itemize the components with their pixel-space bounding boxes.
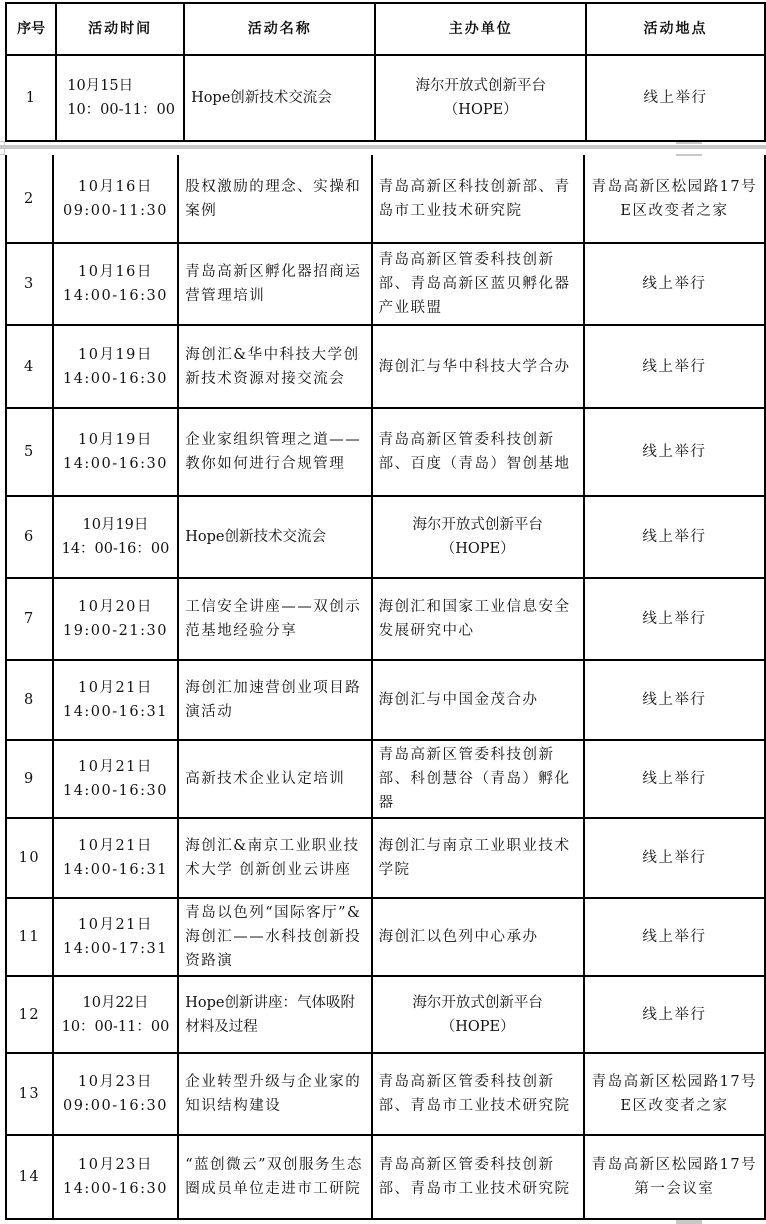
cell-location: 青岛高新区松园路17号E区改变者之家	[584, 155, 765, 243]
cell-no: 9	[6, 740, 53, 818]
cell-date: 10月21日	[78, 680, 153, 696]
cell-time	[53, 243, 179, 325]
cell-time	[53, 660, 179, 740]
events-table-page-2	[5, 155, 766, 1220]
cell-hours: 10：00-11：00	[67, 102, 175, 118]
cell-time	[53, 818, 179, 898]
table-row	[6, 1135, 765, 1219]
cell-name: 海创汇&南京工业职业技术大学 创新创业云讲座	[178, 818, 371, 898]
cell-name: Hope创新讲座：气体吸附材料及过程	[178, 976, 371, 1053]
cell-name: “蓝创微云”双创服务生态圈成员单位走进市工研院	[178, 1135, 371, 1219]
cell-date: 10月23日	[78, 1157, 153, 1173]
cell-time	[53, 408, 179, 496]
cell-organizer: 青岛高新区管委科技创新部、青岛市工业技术研究院	[372, 1053, 584, 1135]
events-table-page-1	[5, 2, 766, 142]
page-break-marker-right	[676, 142, 702, 156]
table-row	[6, 1053, 765, 1135]
cell-no: 4	[6, 325, 53, 408]
table-row	[6, 325, 765, 408]
table-header-row	[6, 3, 765, 55]
cell-date: 10月16日	[78, 264, 153, 280]
cell-organizer: 海创汇与华中科技大学合办	[372, 325, 584, 408]
cell-location: 青岛高新区松园路17号第一会议室	[584, 1135, 765, 1219]
cell-no: 3	[6, 243, 53, 325]
cell-time	[53, 155, 179, 243]
cell-time	[53, 496, 179, 578]
cell-hours: 14：00-16：00	[61, 541, 170, 557]
cell-time	[53, 325, 179, 408]
header-location: 活动地点	[586, 3, 765, 55]
table-row	[6, 818, 765, 898]
cell-hours: 14:00-16:30	[62, 1181, 168, 1197]
cell-no: 10	[6, 818, 53, 898]
cell-name: 青岛以色列“国际客厅”& 海创汇——水科技创新投资路演	[178, 898, 371, 976]
cell-hours: 14:00-17:31	[62, 941, 168, 957]
table-row	[6, 55, 765, 141]
cell-hours: 09:00-11:30	[62, 202, 168, 219]
cell-organizer: 海尔开放式创新平台（HOPE）	[375, 55, 586, 141]
cell-organizer: 海尔开放式创新平台（HOPE）	[372, 496, 584, 578]
cell-location: 线上举行	[584, 496, 765, 578]
cell-hours: 10：00-11：00	[61, 1018, 170, 1035]
table-row	[6, 496, 765, 578]
cell-name: 海创汇加速营创业项目路演活动	[178, 660, 371, 740]
cell-date: 10月19日	[78, 346, 153, 363]
cell-hours: 14:00-16:31	[62, 704, 168, 720]
cell-location: 线上举行	[584, 818, 765, 898]
cell-location: 线上举行	[584, 740, 765, 818]
cell-organizer: 海创汇与中国金茂合办	[372, 660, 584, 740]
table-row	[6, 155, 765, 243]
cell-no: 11	[6, 898, 53, 976]
cell-organizer: 海尔开放式创新平台（HOPE）	[372, 976, 584, 1053]
cell-no: 1	[6, 55, 56, 141]
cell-time	[56, 55, 184, 141]
header-no: 序号	[6, 3, 56, 55]
cell-name: 海创汇&华中科技大学创新技术资源对接交流会	[178, 325, 371, 408]
cell-name: 高新技术企业认定培训	[178, 740, 371, 818]
cell-name: Hope创新技术交流会	[178, 496, 371, 578]
cell-date: 10月23日	[78, 1074, 153, 1090]
cell-organizer: 青岛高新区管委科技创新部、科创慧谷（青岛）孵化器	[372, 740, 584, 818]
cell-name: 企业转型升级与企业家的知识结构建设	[178, 1053, 371, 1135]
cell-hours: 14:00-16:31	[62, 862, 168, 878]
cell-no: 14	[6, 1135, 53, 1219]
cell-date: 10月22日	[82, 994, 149, 1011]
cell-hours: 14:00-16:30	[62, 456, 168, 472]
cell-time	[53, 976, 179, 1053]
cell-organizer: 海创汇与南京工业职业技术学院	[372, 818, 584, 898]
cell-date: 10月19日	[78, 432, 153, 448]
cell-organizer: 海创汇和国家工业信息安全发展研究中心	[372, 578, 584, 660]
page-break-bar	[0, 145, 766, 149]
cell-time	[53, 1053, 179, 1135]
table-row	[6, 898, 765, 976]
cell-no: 6	[6, 496, 53, 578]
cell-date: 10月16日	[78, 178, 153, 195]
cell-organizer: 青岛高新区管委科技创新部、青岛高新区蓝贝孵化器产业联盟	[372, 243, 584, 325]
cell-date: 10月20日	[78, 599, 153, 615]
cell-hours: 14:00-16:30	[62, 288, 168, 304]
cell-hours: 14:00-16:30	[62, 370, 168, 387]
cell-no: 12	[6, 976, 53, 1053]
table-row	[6, 976, 765, 1053]
cell-organizer: 青岛高新区管委科技创新部、青岛市工业技术研究院	[372, 1135, 584, 1219]
cell-time	[53, 740, 179, 818]
cell-location: 线上举行	[586, 55, 765, 141]
cell-hours: 14:00-16:30	[62, 783, 168, 799]
cell-no: 8	[6, 660, 53, 740]
table-row	[6, 408, 765, 496]
cell-location: 线上举行	[584, 325, 765, 408]
cell-no: 13	[6, 1053, 53, 1135]
cell-no: 2	[6, 155, 53, 243]
cell-date: 10月21日	[78, 838, 153, 854]
cell-no: 5	[6, 408, 53, 496]
table-row	[6, 578, 765, 660]
cell-date: 10月21日	[78, 759, 153, 775]
cell-name: Hope创新技术交流会	[184, 55, 375, 141]
header-name: 活动名称	[184, 3, 375, 55]
cell-location: 青岛高新区松园路17号E区改变者之家	[584, 1053, 765, 1135]
cell-date: 10月21日	[78, 917, 153, 933]
cell-name: 工信安全讲座——双创示范基地经验分享	[178, 578, 371, 660]
cell-time	[53, 578, 179, 660]
page-break-marker-bottom	[676, 1220, 702, 1224]
table-row	[6, 740, 765, 818]
cell-time	[53, 1135, 179, 1219]
cell-location: 线上举行	[584, 408, 765, 496]
cell-time	[53, 898, 179, 976]
header-organizer: 主办单位	[375, 3, 586, 55]
cell-organizer: 海创汇以色列中心承办	[372, 898, 584, 976]
table-row	[6, 660, 765, 740]
cell-location: 线上举行	[584, 976, 765, 1053]
cell-location: 线上举行	[584, 660, 765, 740]
cell-name: 企业家组织管理之道——教你如何进行合规管理	[178, 408, 371, 496]
cell-location: 线上举行	[584, 578, 765, 660]
table-row	[6, 243, 765, 325]
cell-organizer: 青岛高新区科技创新部、青岛市工业技术研究院	[372, 155, 584, 243]
cell-location: 线上举行	[584, 898, 765, 976]
header-time: 活动时间	[56, 3, 184, 55]
cell-organizer: 青岛高新区管委科技创新部、百度（青岛）智创基地	[372, 408, 584, 496]
cell-location: 线上举行	[584, 243, 765, 325]
cell-name: 股权激励的理念、实操和案例	[178, 155, 371, 243]
cell-name: 青岛高新区孵化器招商运营管理培训	[178, 243, 371, 325]
cell-hours: 19:00-21:30	[62, 623, 168, 639]
cell-hours: 09:00-16:30	[62, 1098, 168, 1114]
cell-date: 10月19日	[82, 517, 149, 533]
cell-no: 7	[6, 578, 53, 660]
cell-date: 10月15日	[67, 78, 134, 94]
